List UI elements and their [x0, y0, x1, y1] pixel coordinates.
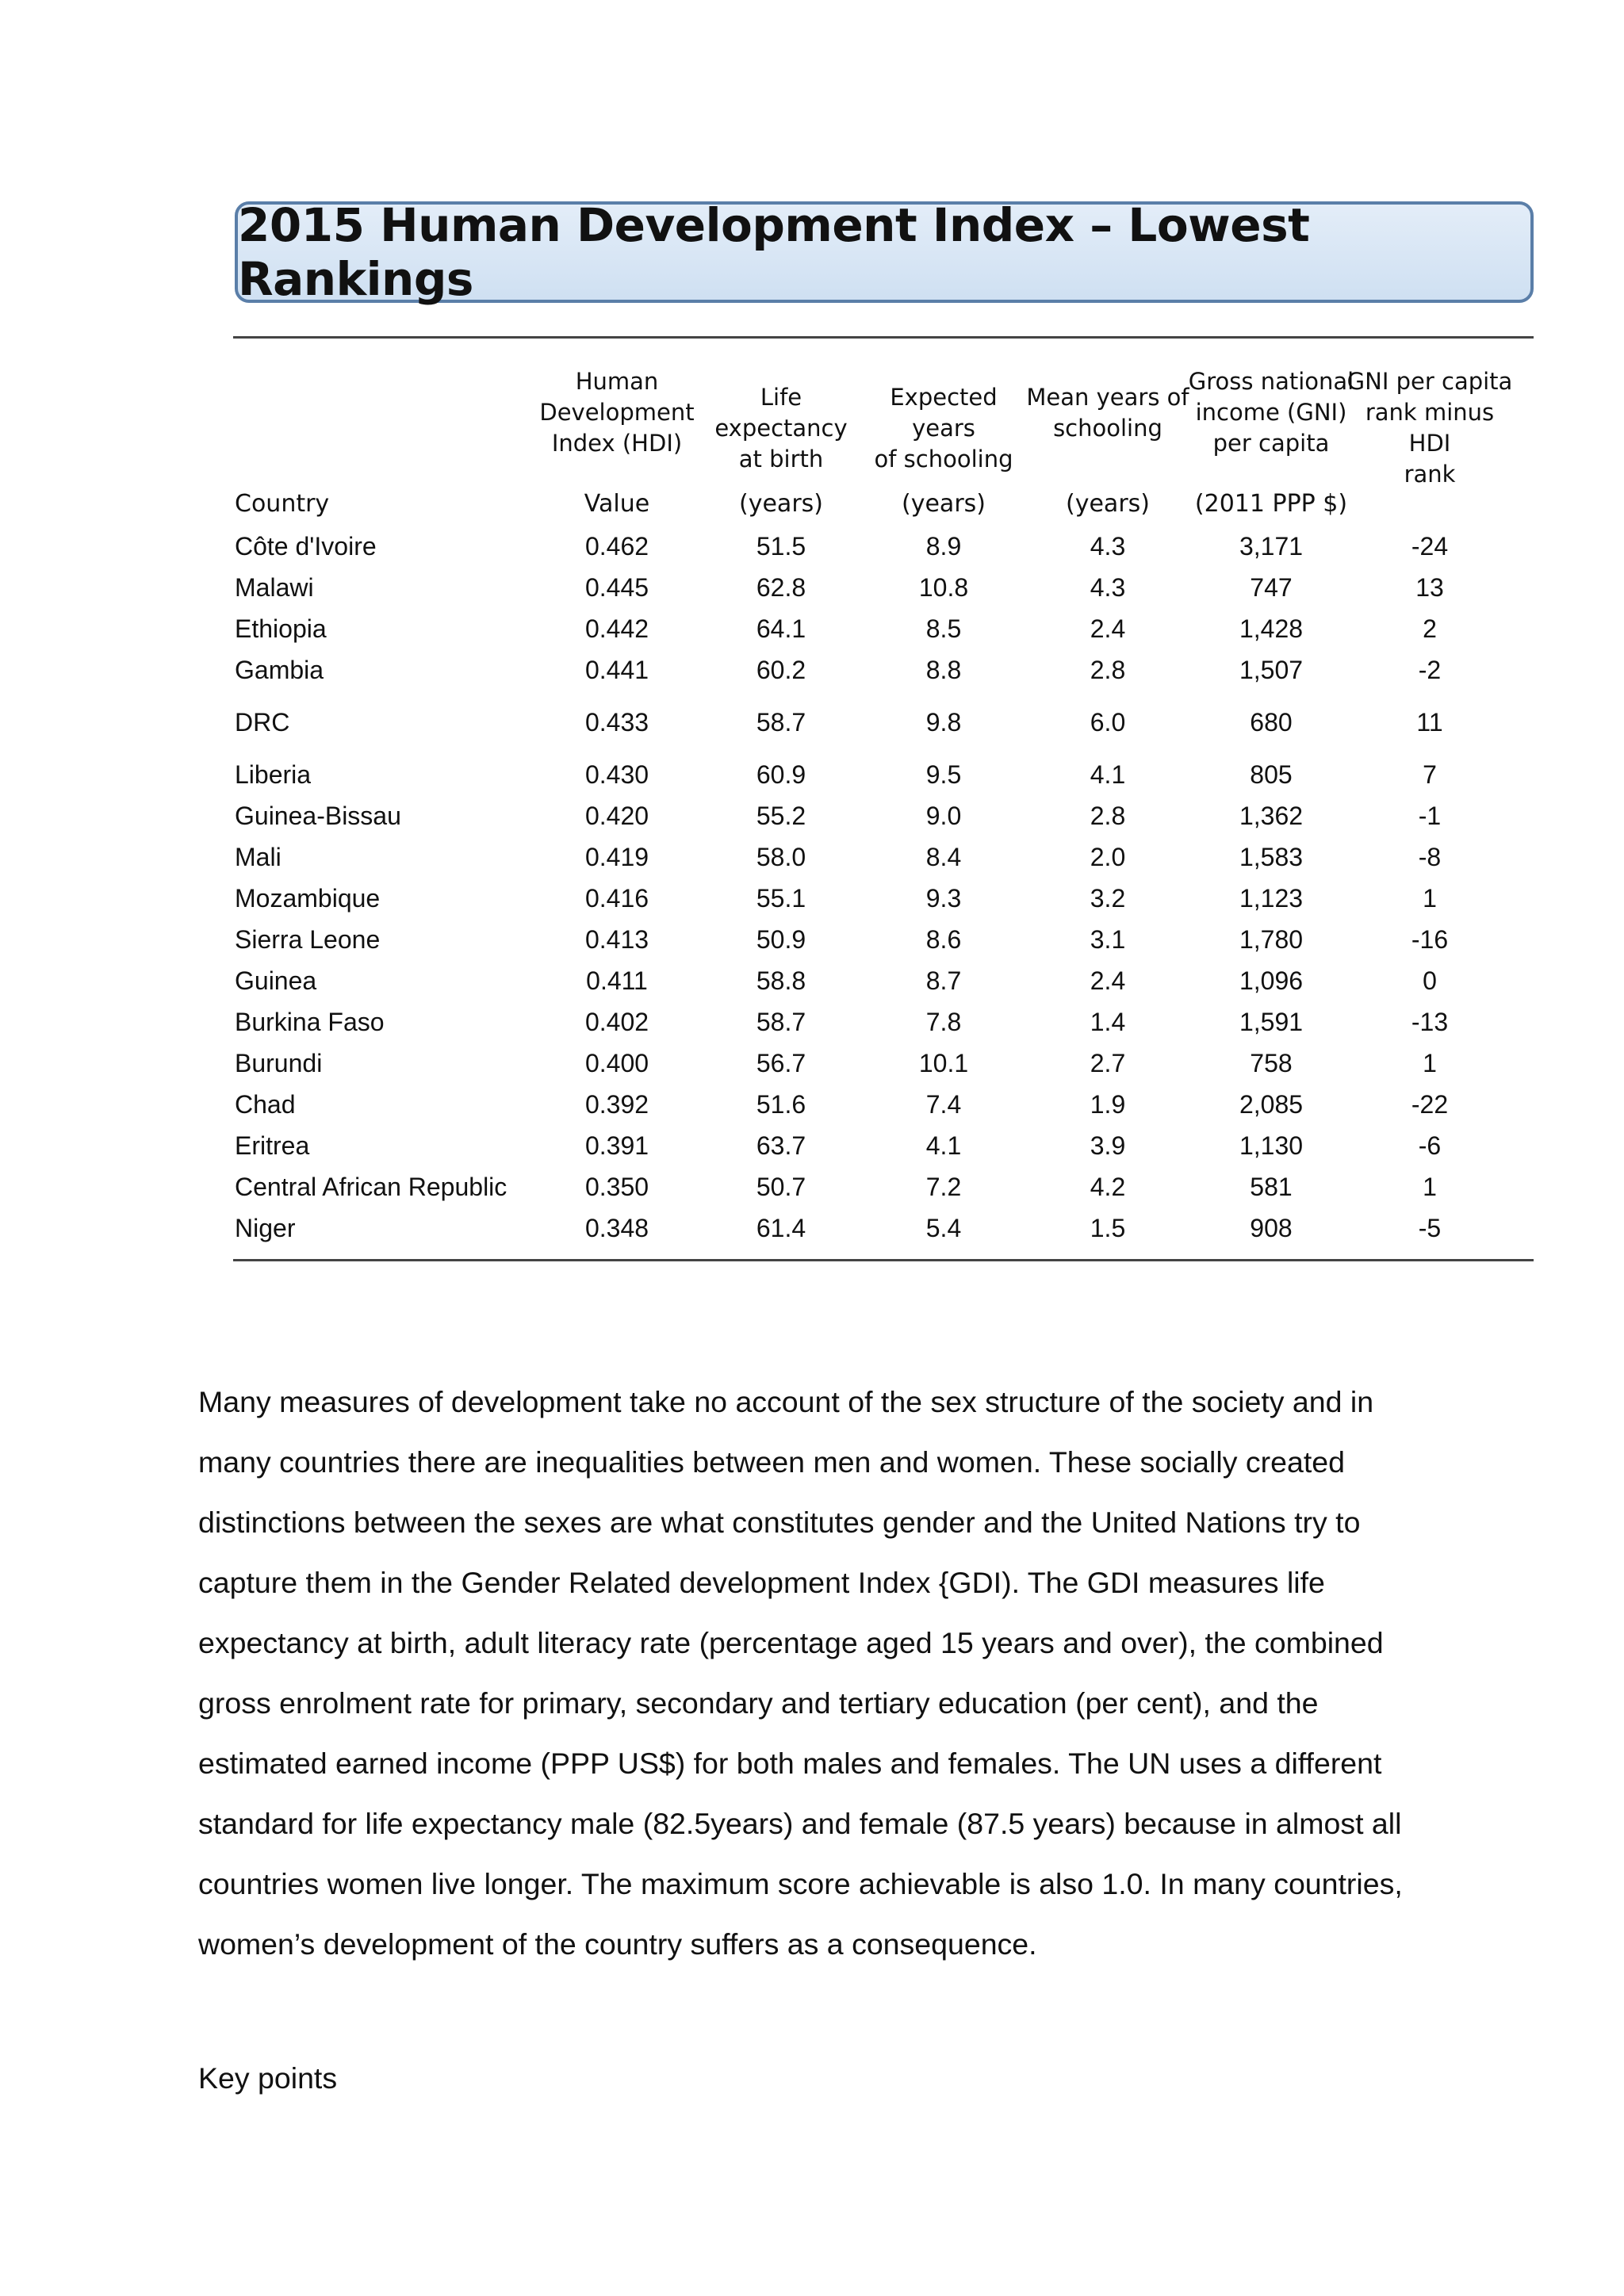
table-bottom-rule	[233, 1259, 1534, 1261]
column-header-line: per capita	[1212, 430, 1330, 457]
column-header-line: Gross national	[1188, 368, 1354, 395]
value-cell: 8.8	[925, 656, 962, 684]
column-header-line: Development	[539, 399, 695, 426]
value-cell: 0.419	[584, 843, 649, 871]
value-cell: 3.9	[1090, 1131, 1126, 1160]
value-cell: 51.5	[756, 532, 806, 561]
value-cell: 2,085	[1239, 1090, 1304, 1119]
value-cell: 0.433	[584, 708, 649, 737]
unit-label: (years)	[1066, 490, 1150, 518]
value-cell: 8.4	[925, 843, 962, 871]
value-cell: 6.0	[1090, 708, 1126, 737]
paragraph-line: women’s development of the country suffers as a consequence.	[198, 1927, 1037, 1961]
value-cell: 8.5	[925, 614, 962, 643]
country-cell: Ethiopia	[235, 614, 327, 643]
paragraph-line: gross enrolment rate for primary, secondary and tertiary education (per cent), and the	[198, 1686, 1319, 1720]
value-cell: 1,362	[1239, 802, 1304, 830]
value-cell: 2.7	[1090, 1049, 1126, 1077]
unit-label: Value	[584, 490, 650, 518]
value-cell: 2.8	[1090, 802, 1126, 830]
value-cell: 5.4	[925, 1214, 962, 1242]
table-row	[0, 1085, 1624, 1124]
paragraph-line: countries women live longer. The maximum score achievable is also 1.0. In many countries,	[198, 1867, 1403, 1900]
column-header-line: Mean years of	[1026, 384, 1189, 411]
column-header-line: income (GNI)	[1195, 399, 1347, 426]
value-cell: 60.9	[756, 760, 806, 789]
country-cell: Gambia	[235, 656, 324, 684]
value-cell: 0.430	[584, 760, 649, 789]
country-column-header: Country	[235, 490, 330, 518]
country-cell: Niger	[235, 1214, 296, 1242]
table-row	[0, 702, 1624, 742]
table-row	[0, 755, 1624, 794]
value-cell: 8.6	[925, 925, 962, 954]
value-cell: 58.0	[756, 843, 806, 871]
value-cell: 0.411	[586, 966, 648, 995]
table-row	[0, 1043, 1624, 1083]
value-cell: 8.9	[925, 532, 962, 561]
value-cell: 1.5	[1090, 1214, 1126, 1242]
paragraph-line: many countries there are inequalities between men and women. These socially created	[198, 1445, 1345, 1479]
value-cell: -22	[1411, 1090, 1449, 1119]
country-cell: Mozambique	[235, 884, 381, 913]
value-cell: 2.8	[1090, 656, 1126, 684]
value-cell: 58.7	[756, 1008, 806, 1036]
column-header	[530, 366, 704, 459]
value-cell: 758	[1250, 1049, 1293, 1077]
value-cell: 50.7	[756, 1173, 806, 1201]
value-cell: 13	[1415, 573, 1444, 602]
country-cell: Côte d'Ivoire	[235, 532, 377, 561]
value-cell: 4.1	[925, 1131, 962, 1160]
paragraph-line: distinctions between the sexes are what constitutes gender and the United Nations try to	[198, 1506, 1361, 1539]
value-cell: -6	[1418, 1131, 1442, 1160]
value-cell: 4.2	[1090, 1173, 1126, 1201]
value-cell: 2.4	[1090, 614, 1126, 643]
body-paragraph	[198, 1372, 1451, 1974]
table-row	[0, 1208, 1624, 1248]
value-cell: 9.0	[925, 802, 962, 830]
value-cell: 3.1	[1090, 925, 1126, 954]
paragraph-line: capture them in the Gender Related development Index {GDI). The GDI measures life	[198, 1566, 1325, 1599]
unit-label: (2011 PPP $)	[1194, 490, 1348, 518]
column-header	[1342, 366, 1517, 490]
value-cell: -13	[1411, 1008, 1449, 1036]
table-row	[0, 878, 1624, 918]
country-cell: Burkina Faso	[235, 1008, 385, 1036]
table-row	[0, 920, 1624, 959]
value-cell: 2.4	[1090, 966, 1126, 995]
column-header-line: of schooling	[874, 446, 1013, 473]
country-cell: Mali	[235, 843, 282, 871]
value-cell: 9.3	[925, 884, 962, 913]
value-cell: -16	[1411, 925, 1449, 954]
key-points-heading: Key points	[198, 2061, 338, 2095]
value-cell: 50.9	[756, 925, 806, 954]
value-cell: 1.9	[1090, 1090, 1126, 1119]
value-cell: 1,096	[1239, 966, 1304, 995]
country-cell: Eritrea	[235, 1131, 310, 1160]
table-row	[0, 1126, 1624, 1165]
paragraph-line: Many measures of development take no account of the sex structure of the society and in	[198, 1385, 1374, 1418]
country-cell: Guinea-Bissau	[235, 802, 401, 830]
value-cell: 11	[1416, 708, 1443, 737]
column-header-line: GNI per capita	[1346, 368, 1513, 395]
value-cell: 0.400	[584, 1049, 649, 1077]
value-cell: 1	[1423, 1173, 1437, 1201]
value-cell: 680	[1250, 708, 1293, 737]
value-cell: 7.4	[925, 1090, 962, 1119]
value-cell: 3,171	[1239, 532, 1304, 561]
value-cell: 0	[1423, 966, 1437, 995]
value-cell: 60.2	[756, 656, 806, 684]
country-cell: Chad	[235, 1090, 296, 1119]
value-cell: 63.7	[756, 1131, 806, 1160]
column-header-line: rank minus HDI	[1365, 399, 1495, 457]
country-cell: Burundi	[235, 1049, 323, 1077]
value-cell: -2	[1418, 656, 1442, 684]
value-cell: 9.8	[925, 708, 962, 737]
value-cell: 1.4	[1090, 1008, 1126, 1036]
value-cell: 3.2	[1090, 884, 1126, 913]
table-row	[0, 609, 1624, 649]
value-cell: 2.0	[1090, 843, 1126, 871]
country-cell: Guinea	[235, 966, 317, 995]
unit-label: (years)	[902, 490, 986, 518]
value-cell: 1,591	[1239, 1008, 1304, 1036]
column-header-line: Index (HDI)	[551, 430, 683, 457]
value-cell: 7.8	[925, 1008, 962, 1036]
value-cell: 0.441	[584, 656, 649, 684]
value-cell: 0.350	[584, 1173, 649, 1201]
value-cell: -1	[1418, 802, 1442, 830]
value-cell: 0.348	[584, 1214, 649, 1242]
value-cell: 1,507	[1239, 656, 1304, 684]
table-row	[0, 650, 1624, 690]
table-row	[0, 961, 1624, 1001]
table-top-rule	[233, 336, 1534, 339]
value-cell: -8	[1418, 843, 1442, 871]
country-cell: Liberia	[235, 760, 312, 789]
country-cell: Malawi	[235, 573, 314, 602]
value-cell: 55.2	[756, 802, 806, 830]
value-cell: 1	[1423, 1049, 1437, 1077]
value-cell: 0.445	[584, 573, 649, 602]
table-row	[0, 568, 1624, 607]
value-cell: 62.8	[756, 573, 806, 602]
paragraph-line: estimated earned income (PPP US$) for both males and females. The UN uses a different	[198, 1747, 1382, 1780]
value-cell: 7	[1423, 760, 1437, 789]
table-row	[0, 796, 1624, 836]
column-header-line: at birth	[738, 446, 824, 473]
table-row	[0, 526, 1624, 566]
value-cell: 0.416	[584, 884, 649, 913]
value-cell: 4.1	[1090, 760, 1126, 789]
value-cell: 1	[1423, 884, 1437, 913]
value-cell: 4.3	[1090, 532, 1126, 561]
value-cell: 10.1	[918, 1049, 969, 1077]
value-cell: 9.5	[925, 760, 962, 789]
value-cell: 8.7	[925, 966, 962, 995]
value-cell: 1,583	[1239, 843, 1304, 871]
table-row	[0, 837, 1624, 877]
country-cell: DRC	[235, 708, 290, 737]
value-cell: 1,130	[1239, 1131, 1304, 1160]
column-header-line: Expected years	[890, 384, 998, 442]
value-cell: 0.413	[584, 925, 649, 954]
table-title-banner	[235, 198, 1534, 306]
country-cell: Sierra Leone	[235, 925, 381, 954]
column-header-line: schooling	[1053, 415, 1162, 442]
value-cell: 0.392	[584, 1090, 649, 1119]
value-cell: 58.8	[756, 966, 806, 995]
value-cell: 0.462	[584, 532, 649, 561]
value-cell: 51.6	[756, 1090, 806, 1119]
value-cell: 7.2	[925, 1173, 962, 1201]
value-cell: 55.1	[756, 884, 806, 913]
value-cell: 1,428	[1239, 614, 1304, 643]
value-cell: 0.442	[584, 614, 649, 643]
value-cell: 56.7	[756, 1049, 806, 1077]
country-cell: Central African Republic	[235, 1173, 508, 1201]
column-header-line: rank	[1404, 461, 1456, 488]
value-cell: 0.420	[584, 802, 649, 830]
value-cell: 908	[1250, 1214, 1293, 1242]
column-header	[694, 382, 868, 475]
value-cell: -5	[1418, 1214, 1442, 1242]
value-cell: 805	[1250, 760, 1293, 789]
table-row	[0, 1167, 1624, 1207]
paragraph-line: standard for life expectancy male (82.5years) and female (87.5 years) because in almost all	[198, 1807, 1402, 1840]
value-cell: 581	[1250, 1173, 1293, 1201]
column-header	[1021, 382, 1195, 444]
column-header-line: Human	[575, 368, 659, 395]
value-cell: 0.391	[584, 1131, 649, 1160]
value-cell: 58.7	[756, 708, 806, 737]
column-header-line: Life expectancy	[714, 384, 848, 442]
value-cell: 747	[1250, 573, 1293, 602]
value-cell: 2	[1423, 614, 1437, 643]
table-row	[0, 1002, 1624, 1042]
column-header	[1184, 366, 1358, 459]
value-cell: 1,780	[1239, 925, 1304, 954]
value-cell: 61.4	[756, 1214, 806, 1242]
value-cell: 10.8	[918, 573, 969, 602]
value-cell: 64.1	[756, 614, 806, 643]
value-cell: -24	[1411, 532, 1449, 561]
value-cell: 4.3	[1090, 573, 1126, 602]
value-cell: 1,123	[1239, 884, 1304, 913]
column-header	[856, 382, 1031, 475]
value-cell: 0.402	[584, 1008, 649, 1036]
unit-label: (years)	[739, 490, 823, 518]
table-title: 2015 Human Development Index – Lowest Rankings	[238, 198, 1310, 306]
paragraph-line: expectancy at birth, adult literacy rate (percentage aged 15 years and over), the combined	[198, 1626, 1384, 1659]
